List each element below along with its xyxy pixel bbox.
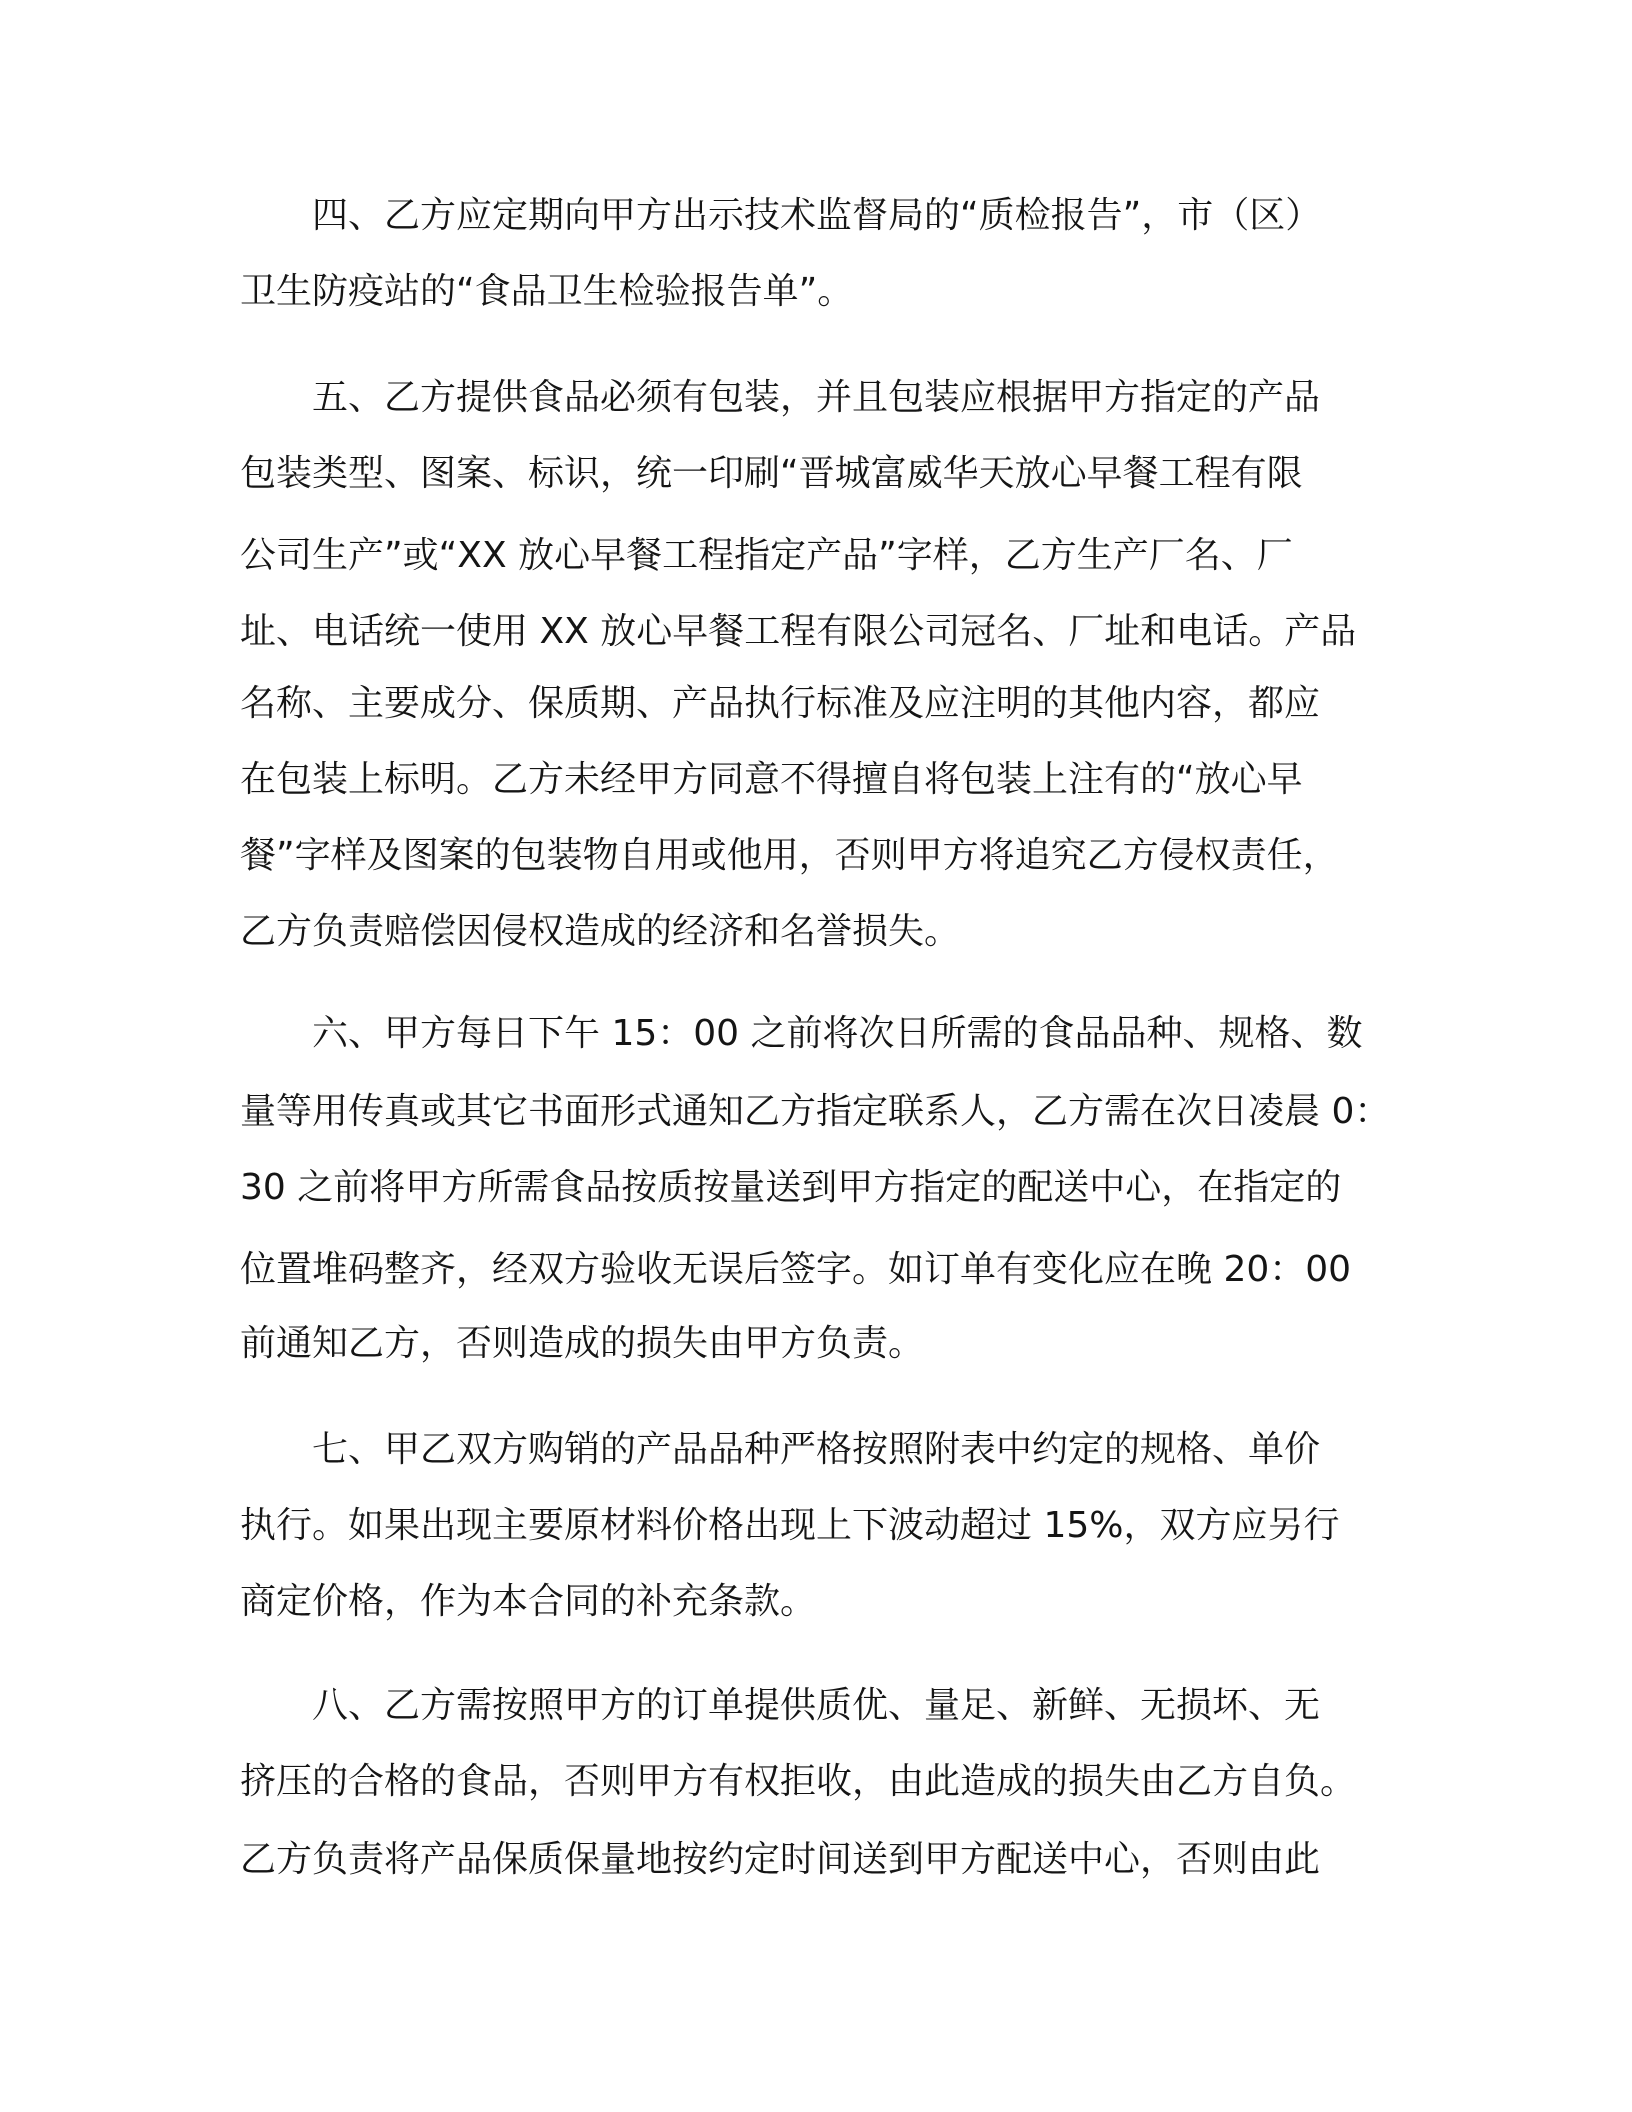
- paragraph-6-line-2: 量等用传真或其它书面形式通知乙方指定联系人，乙方需在次日凌晨 0：: [240, 1091, 1391, 1132]
- paragraph-7-line-3: 商定价格，作为本合同的补充条款。: [240, 1581, 817, 1622]
- paragraph-5-line-6: 在包装上标明。乙方未经甲方同意不得擅自将包装上注有的“放心早: [240, 759, 1303, 800]
- paragraph-7-line-2: 执行。如果出现主要原材料价格出现上下波动超过 15%，双方应另行: [240, 1505, 1340, 1546]
- paragraph-6-line-4: 位置堆码整齐，经双方验收无误后签字。如订单有变化应在晚 20：00: [240, 1249, 1352, 1290]
- paragraph-4-line-2: 卫生防疫站的“食品卫生检验报告单”。: [240, 271, 854, 312]
- paragraph-5-line-8: 乙方负责赔偿因侵权造成的经济和名誉损失。: [240, 911, 961, 952]
- paragraph-8-line-3: 乙方负责将产品保质保量地按约定时间送到甲方配送中心，否则由此: [240, 1839, 1321, 1880]
- paragraph-6-line-3: 30 之前将甲方所需食品按质按量送到甲方指定的配送中心，在指定的: [240, 1167, 1342, 1208]
- paragraph-4-line-1: 四、乙方应定期向甲方出示技术监督局的“质检报告”，市（区）: [312, 195, 1322, 236]
- paragraph-6-line-5: 前通知乙方，否则造成的损失由甲方负责。: [240, 1323, 925, 1364]
- paragraph-5-line-7: 餐”字样及图案的包装物自用或他用，否则甲方将追究乙方侵权责任，: [240, 835, 1339, 876]
- paragraph-6-line-1: 六、甲方每日下午 15：00 之前将次日所需的食品品种、规格、数: [312, 1013, 1363, 1054]
- paragraph-7-line-1: 七、甲乙双方购销的产品品种严格按照附表中约定的规格、单价: [312, 1429, 1321, 1470]
- paragraph-5-line-3: 公司生产”或“XX 放心早餐工程指定产品”字样，乙方生产厂名、厂: [240, 535, 1293, 576]
- paragraph-5-line-2: 包装类型、图案、标识，统一印刷“晋城富威华天放心早餐工程有限: [240, 453, 1303, 494]
- paragraph-5-line-1: 五、乙方提供食品必须有包装，并且包装应根据甲方指定的产品: [312, 377, 1321, 418]
- paragraph-5-line-4: 址、电话统一使用 XX 放心早餐工程有限公司冠名、厂址和电话。产品: [240, 611, 1357, 652]
- paragraph-5-line-5: 名称、主要成分、保质期、产品执行标准及应注明的其他内容，都应: [240, 683, 1321, 724]
- paragraph-8-line-2: 挤压的合格的食品，否则甲方有权拒收，由此造成的损失由乙方自负。: [240, 1761, 1357, 1802]
- paragraph-8-line-1: 八、乙方需按照甲方的订单提供质优、量足、新鲜、无损坏、无: [312, 1685, 1321, 1726]
